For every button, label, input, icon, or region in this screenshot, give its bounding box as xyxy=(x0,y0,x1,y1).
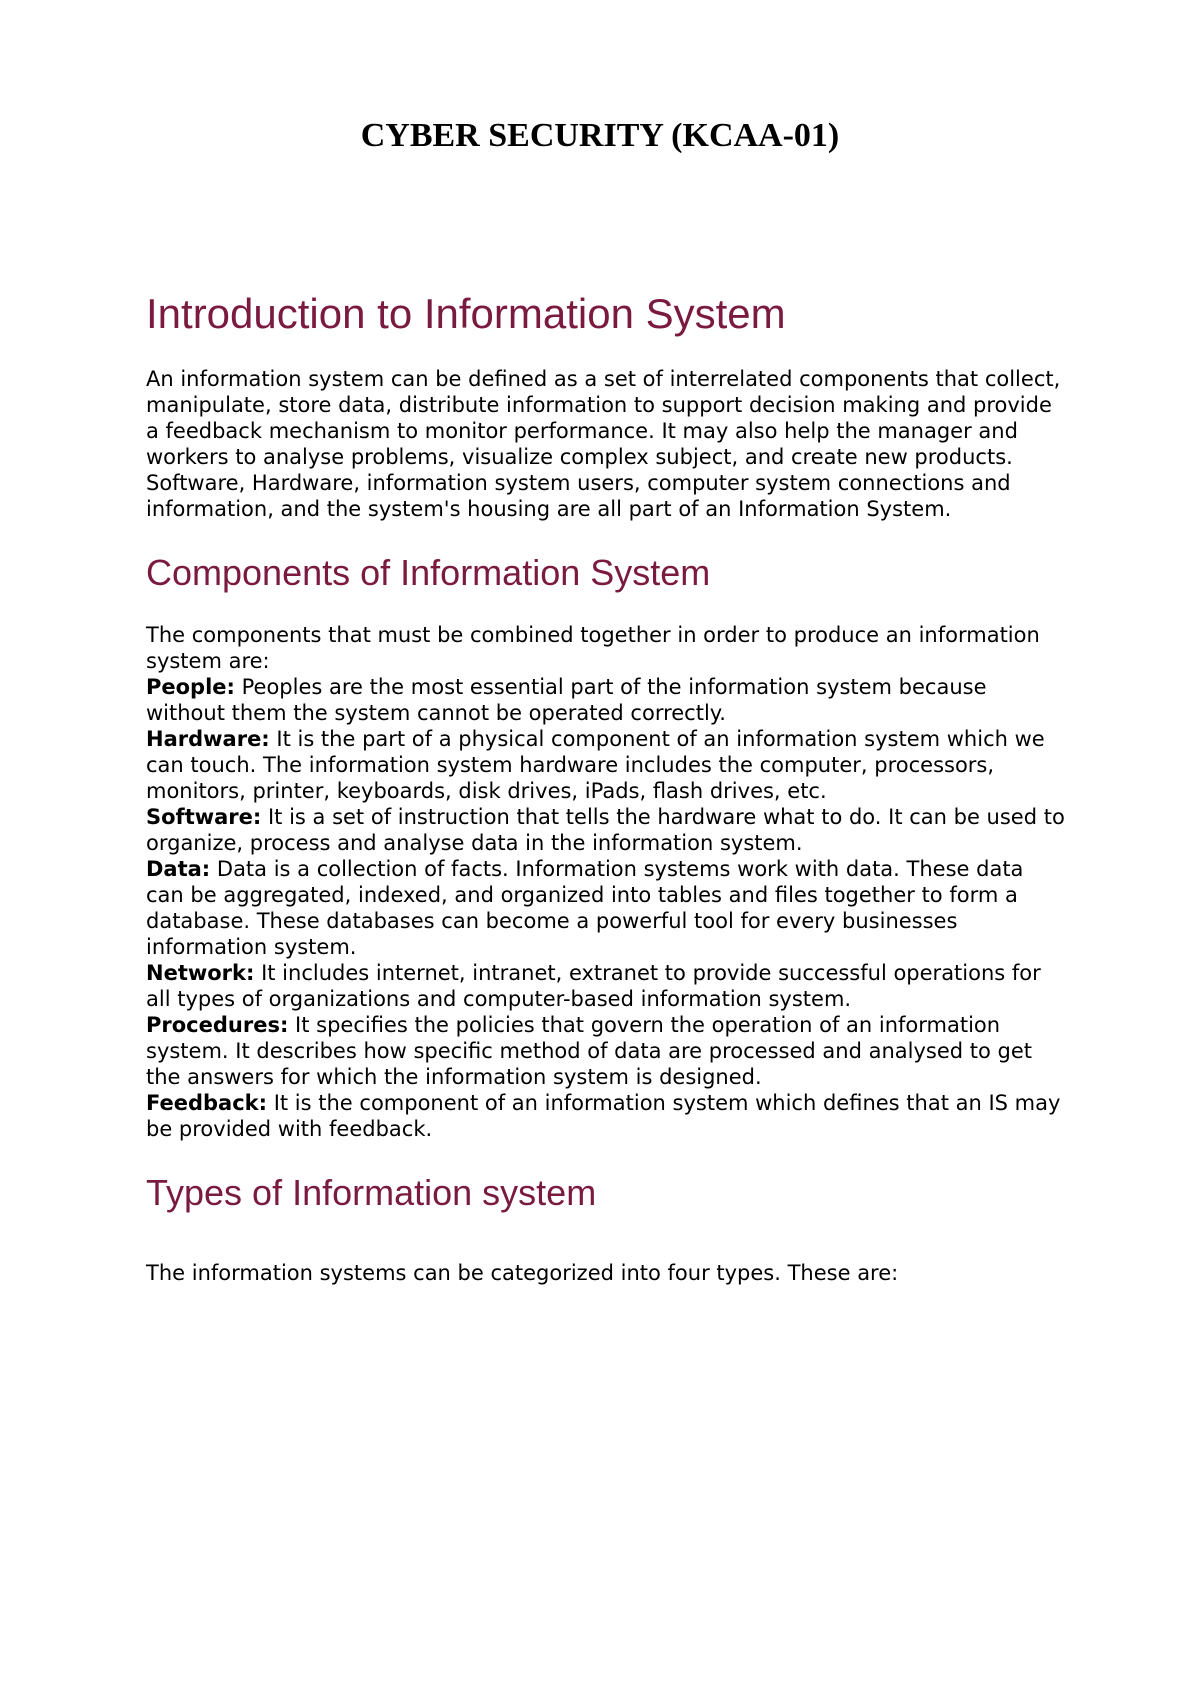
component-item-software xyxy=(146,804,1066,856)
component-description: Peoples are the most essential part of the information system because without them the system cannot be operated correctly. xyxy=(146,675,987,725)
component-description: It includes internet, intranet, extranet to provide successful operations for all types of organizations and computer-based information system. xyxy=(146,961,1041,1011)
component-term: Hardware: xyxy=(146,727,270,751)
component-item-people xyxy=(146,674,1066,726)
document-body xyxy=(146,288,1066,1286)
component-description: It specifies the policies that govern the operation of an information system. It describes how specific method of data are processed and analysed to get the answers for which the information system is designed. xyxy=(146,1013,1032,1089)
section-heading-components: Components of Information System xyxy=(146,552,711,593)
component-item-data xyxy=(146,856,1066,960)
component-term: Network: xyxy=(146,961,255,985)
component-description: It is the part of a physical component of an information system which we can touch. The information system hardware includes the computer, processors, monitors, printer, keyboards, disk drives, iPads, flash drives, etc. xyxy=(146,727,1045,803)
component-item-procedures xyxy=(146,1012,1066,1090)
section-heading-introduction: Introduction to Information System xyxy=(146,290,786,337)
component-term: Feedback: xyxy=(146,1091,268,1115)
component-description: It is the component of an information system which defines that an IS may be provided with feedback. xyxy=(146,1091,1061,1141)
component-term: Data: xyxy=(146,857,211,881)
section-heading-types: Types of Information system xyxy=(146,1172,597,1213)
component-term: People: xyxy=(146,675,235,699)
component-term: Software: xyxy=(146,805,262,829)
component-item-network xyxy=(146,960,1066,1012)
component-item-hardware xyxy=(146,726,1066,804)
document-title: CYBER SECURITY (KCAA-01) xyxy=(360,117,840,154)
component-term: Procedures: xyxy=(146,1013,289,1037)
introduction-paragraph: An information system can be defined as a set of interrelated components that collect, manipulate, store data, distribute information to support decision making and provide a feedback mechanism to monitor performance. It may also help the manager and workers to analyse problems, visualize complex subject, and create new products. Software, Hardware, information system users, computer system connections and information, and the system's housing are all part of an Information System. xyxy=(146,367,1061,521)
component-item-feedback xyxy=(146,1090,1066,1142)
components-intro-paragraph: The components that must be combined together in order to produce an information system are: xyxy=(146,623,1040,673)
types-intro-paragraph: The information systems can be categorized into four types. These are: xyxy=(146,1261,899,1285)
component-description: It is a set of instruction that tells the hardware what to do. It can be used to organize, process and analyse data in the information system. xyxy=(146,805,1065,855)
component-description: Data is a collection of facts. Information systems work with data. These data can be aggregated, indexed, and organized into tables and files together to form a database. These databases can become a powerful tool for every businesses information system. xyxy=(146,857,1024,959)
